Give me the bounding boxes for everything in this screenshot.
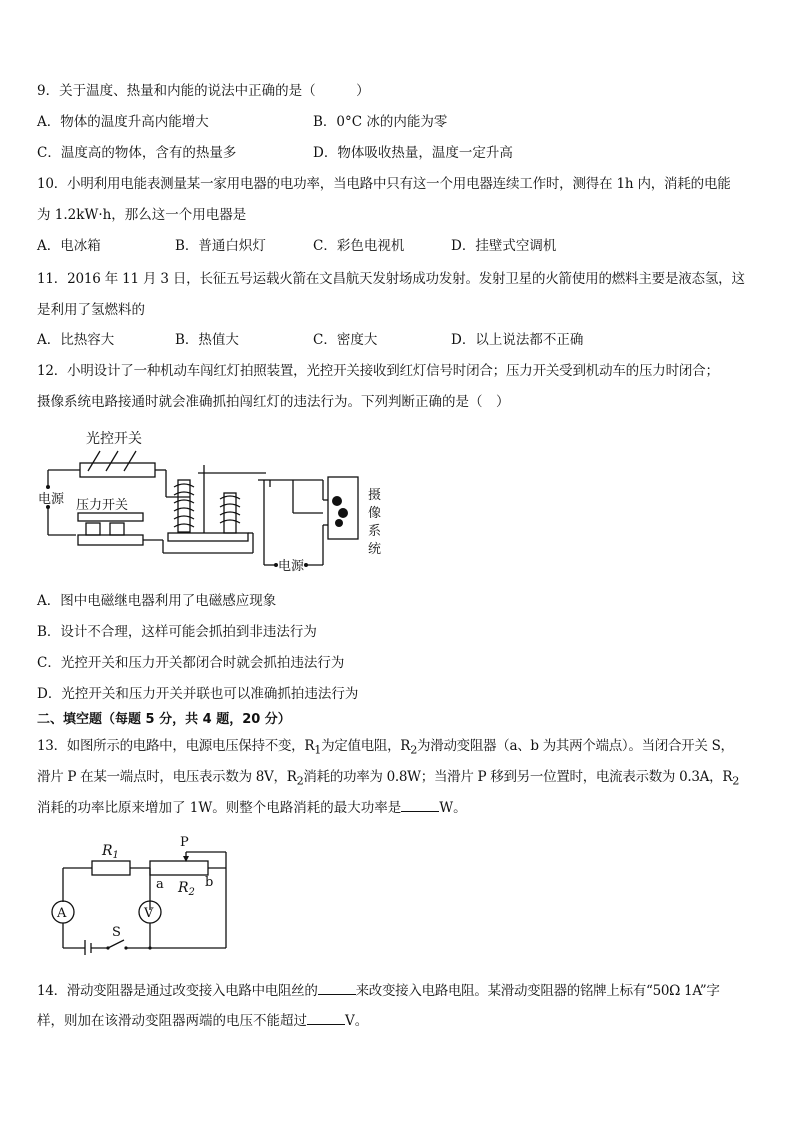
q11-stem-line2: 是利用了氢燃料的 bbox=[37, 302, 145, 318]
light-switch-label: 光控开关 bbox=[86, 431, 142, 447]
camera-label-3: 系 bbox=[368, 524, 382, 539]
q12-option-a: A．图中电磁继电器利用了电磁感应现象 bbox=[37, 593, 277, 609]
q12-relay-circuit-diagram bbox=[38, 425, 398, 580]
q11-option-d: D．以上说法都不正确 bbox=[451, 332, 584, 348]
section-heading-fill-in: 二、填空题（每题 5 分，共 4 题，20 分） bbox=[37, 712, 291, 727]
q11-option-a: A．比热容大 bbox=[37, 332, 115, 348]
answer-blank[interactable] bbox=[401, 799, 439, 812]
slider-p-label: P bbox=[180, 835, 189, 850]
terminal-b-label: b bbox=[205, 875, 214, 890]
q11-stem-line1: 11．2016 年 11 月 3 日，长征五号运载火箭在文昌航天发射场成功发射。发射卫星的火箭使用的燃料主要是液态氢，这 bbox=[37, 271, 745, 287]
r1-label: $R_1$ bbox=[102, 843, 119, 861]
ammeter-label: A bbox=[57, 906, 67, 921]
q9-option-c: C．温度高的物体，含有的热量多 bbox=[37, 145, 237, 161]
camera-label-2: 像 bbox=[368, 506, 382, 521]
switch-label: S bbox=[112, 925, 121, 940]
q12-option-c: C．光控开关和压力开关都闭合时就会抓拍违法行为 bbox=[37, 655, 345, 671]
q14-stem-line2: 样，则加在该滑动变阻器两端的电压不能超过 V。 bbox=[37, 1013, 369, 1029]
pressure-switch-plate bbox=[78, 513, 143, 521]
q9-stem: 9．关于温度、热量和内能的说法中正确的是（ ） bbox=[37, 83, 370, 99]
power-label-bottom: 电源 bbox=[278, 559, 305, 574]
voltmeter-label: V bbox=[144, 906, 154, 921]
q10-option-b: B．普通白炽灯 bbox=[175, 238, 266, 254]
q14-stem-line1: 14．滑动变阻器是通过改变接入电路中电阻丝的 来改变接入电路电阻。某滑动变阻器的铭牌上标有“50Ω 1A”字 bbox=[37, 983, 720, 999]
q9-option-b: B．0°C 冰的内能为零 bbox=[313, 114, 448, 130]
q13-circuit-diagram bbox=[40, 830, 240, 955]
q13-stem-line3: 消耗的功率比原来增加了 1W。则整个电路消耗的最大功率是 W。 bbox=[37, 800, 467, 816]
camera-lens-icon bbox=[332, 496, 342, 506]
camera-label-1: 摄 bbox=[368, 488, 382, 503]
resistor-r2 bbox=[150, 861, 208, 875]
q12-option-d: D．光控开关和压力开关并联也可以准确抓拍违法行为 bbox=[37, 686, 359, 702]
q10-option-a: A．电冰箱 bbox=[37, 238, 101, 254]
q10-stem-line2: 为 1.2kW·h，那么这一个用电器是 bbox=[37, 207, 247, 223]
terminal-a-label: a bbox=[156, 877, 164, 892]
q10-option-d: D．挂壁式空调机 bbox=[451, 238, 557, 254]
answer-blank[interactable] bbox=[307, 1012, 345, 1025]
resistor-r1 bbox=[92, 861, 130, 875]
q9-option-a: A．物体的温度升高内能增大 bbox=[37, 114, 209, 130]
q13-stem-line1: 13．如图所示的电路中，电源电压保持不变，$R_1$为定值电阻，$R_2$为滑动变阻器（a、b 为其两个端点）。当闭合开关 S， bbox=[37, 738, 734, 757]
camera-label-4: 统 bbox=[368, 542, 382, 557]
q9-option-d: D．物体吸收热量，温度一定升高 bbox=[313, 145, 513, 161]
q10-option-c: C．彩色电视机 bbox=[313, 238, 405, 254]
switch-s bbox=[108, 940, 124, 948]
q12-option-b: B．设计不合理，这样可能会抓拍到非违法行为 bbox=[37, 624, 317, 640]
q12-stem-line1: 12．小明设计了一种机动车闯红灯拍照装置，光控开关接收到红灯信号时闭合；压力开关受到机动车的压力时闭合； bbox=[37, 363, 719, 379]
q11-option-c: C．密度大 bbox=[313, 332, 378, 348]
answer-blank[interactable] bbox=[318, 982, 356, 995]
q10-stem-line1: 10．小明利用电能表测量某一家用电器的电功率，当电路中只有这一个用电器连续工作时，测得在 1h 内，消耗的电能 bbox=[37, 176, 731, 192]
q12-stem-line2: 摄像系统电路接通时就会准确抓拍闯红灯的违法行为。下列判断正确的是（ ） bbox=[37, 394, 510, 410]
power-label-left: 电源 bbox=[38, 492, 65, 507]
r2-label: $R_2$ bbox=[178, 880, 195, 898]
q13-stem-line2: 滑片 P 在某一端点时，电压表示数为 8V，$R_2$消耗的功率为 0.8W；当滑片 P 移到另一位置时，电流表示数为 0.3A，$R_2$ bbox=[37, 769, 740, 788]
pressure-switch-label: 压力开关 bbox=[76, 498, 129, 513]
q11-option-b: B．热值大 bbox=[175, 332, 239, 348]
